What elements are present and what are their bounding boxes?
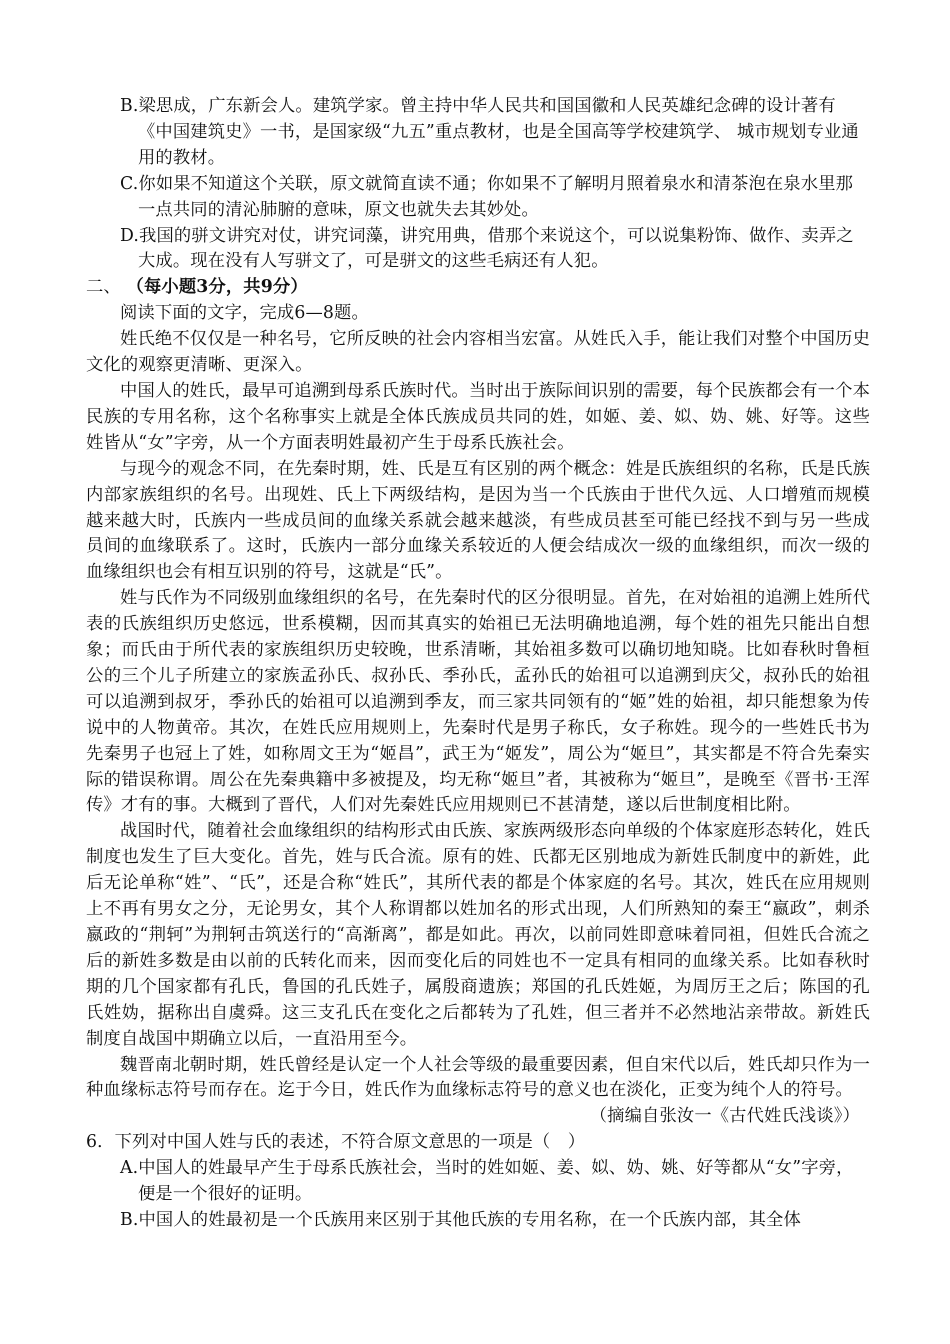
question-6-option-a: A.中国人的姓最早产生于母系氏族社会，当时的姓如姬、姜、姒、妫、姚、好等都从“女”字旁，便是一个很好的证明。: [120, 1158, 854, 1205]
section-heading: [86, 275, 870, 301]
section-number: 二、: [86, 277, 121, 298]
passage-paragraph: 魏晋南北朝时期，姓氏曾经是认定一个人社会等级的最重要因素，但自宋代以后，姓氏却只作为一种血缘标志符号而存在。迄于今日，姓氏作为血缘标志符号的意义也在淡化，正变为纯个人的符号。: [86, 1054, 870, 1101]
question-6-option-b: B.中国人的姓最初是一个氏族用来区别于其他氏族的专用名称，在一个氏族内部，其全体: [120, 1209, 801, 1230]
reading-instruction: 阅读下面的文字，完成6—8题。: [120, 303, 369, 324]
passage-source: （摘编自张汝一《古代姓氏浅谈》）: [589, 1106, 860, 1127]
passage-paragraph: 中国人的姓氏，最早可追溯到母系氏族时代。当时出于族际间识别的需要，每个民族都会有一个本民族的专用名称，这个名称事实上就是全体氏族成员共同的姓，如姬、姜、姒、妫、姚、好等。这些姓皆从“女”字旁，从一个方面表明姓最初产生于母系氏族社会。: [86, 380, 870, 453]
passage-paragraph: 姓与氏作为不同级别血缘组织的名号，在先秦时代的区分很明显。首先，在对始祖的追溯上姓所代表的氏族组织历史悠远，世系模糊，因而其真实的始祖已无法明确地追溯，每个姓的祖先只能出自想象；而氏由于所代表的家族组织历史较晚，世系清晰，其始祖多数可以确切地知晓。比如春秋时鲁桓公的三个儿子所建立的家族孟孙氏、叔孙氏、季孙氏，孟孙氏的始祖可以追溯到庆父，叔孙氏的始祖可以追溯到叔牙，季孙氏的始祖可以追溯到季友，而三家共同领有的“姬”姓的始祖，却只能想象为传说中的人物黄帝。其次，在姓氏应用规则上，先秦时代是男子称氏，女子称姓。现今的一些姓氏书为先秦男子也冠上了姓，如称周文王为“姬昌”，武王为“姬发”，周公为“姬旦”，其实都是不符合先秦实际的错误称谓。周公在先秦典籍中多被提及，均无称“姬旦”者，其被称为“姬旦”，是晚至《晋书·王浑传》才有的事。大概到了晋代，人们对先秦姓氏应用规则已不甚清楚，遂以后世制度相比附。: [86, 588, 870, 816]
prev-option-b: B.梁思成，广东新会人。建筑学家。曾主持中华人民共和国国徽和人民英雄纪念碑的设计著有《中国建筑史》一书，是国家级“九五”重点教材，也是全国高等学校建筑学、 城市规划专业通用的教材。: [120, 96, 859, 168]
prev-option-d: D.我国的骈文讲究对仗，讲究词藻，讲究用典，借那个来说这个，可以说集粉饰、做作、卖弄之大成。现在没有人写骈文了，可是骈文的这些毛病还有人犯。: [120, 225, 854, 272]
passage-paragraph: 战国时代，随着社会血缘组织的结构形式由氏族、家族两级形态向单级的个体家庭形态转化，姓氏制度也发生了巨大变化。首先，姓与氏合流。原有的姓、氏都无区别地成为新姓氏制度中的新姓，此后无论单称“姓”、“氏”，还是合称“姓氏”，其所代表的都是个体家庭的名号。其次，姓氏在应用规则上不再有男女之分，无论男女，其个人称谓都以姓加名的形式出现，人们所熟知的秦王“嬴政”，刺杀嬴政的“荆轲”为荆轲击筑送行的“高渐离”，都是如此。再次，以前同姓即意味着同祖，但姓氏合流之后的新姓多数是由以前的氏转化而来，因而变化后的同姓也不一定具有相同的血缘关系。比如春秋时期的几个国家都有孔氏，鲁国的孔氏姓子，属殷商遗族；郑国的孔氏姓姬，为周厉王之后；陈国的孔氏姓妫，据称出自虞舜。这三支孔氏在变化之后都转为了孔姓，但三者并不必然地沾亲带故。新姓氏制度自战国中期确立以后，一直沿用至今。: [86, 821, 870, 1049]
passage-paragraph: 与现今的观念不同，在先秦时期，姓、氏是互有区别的两个概念：姓是氏族组织的名称，氏是氏族内部家族组织的名号。出现姓、氏上下两级结构，是因为当一个氏族由于世代久远、人口增殖而规模越来越大时，氏族内一些成员间的血缘关系就会越来越淡，有些成员甚至可能已经找不到与另一些成员间的血缘联系了。这时，氏族内一部分血缘关系较近的人便会结成次一级的血缘组织，而次一级的血缘组织也会有相互识别的符号，这就是“氏”。: [86, 458, 870, 583]
section-score: （每小题3分，共9分）: [126, 277, 308, 298]
passage-paragraph: 姓氏绝不仅仅是一种名号，它所反映的社会内容相当宏富。从姓氏入手，能让我们对整个中国历史文化的观察更清晰、更深入。: [86, 329, 870, 376]
prev-option-c: C.你如果不知道这个关联，原文就简直读不通；你如果不了解明月照着泉水和清茶泡在泉水里那一点共同的清沁肺腑的意味，原文也就失去其妙处。: [120, 173, 854, 220]
question-6-stem: 6．下列对中国人姓与氏的表述，不符合原文意思的一项是（ ）: [86, 1132, 586, 1153]
